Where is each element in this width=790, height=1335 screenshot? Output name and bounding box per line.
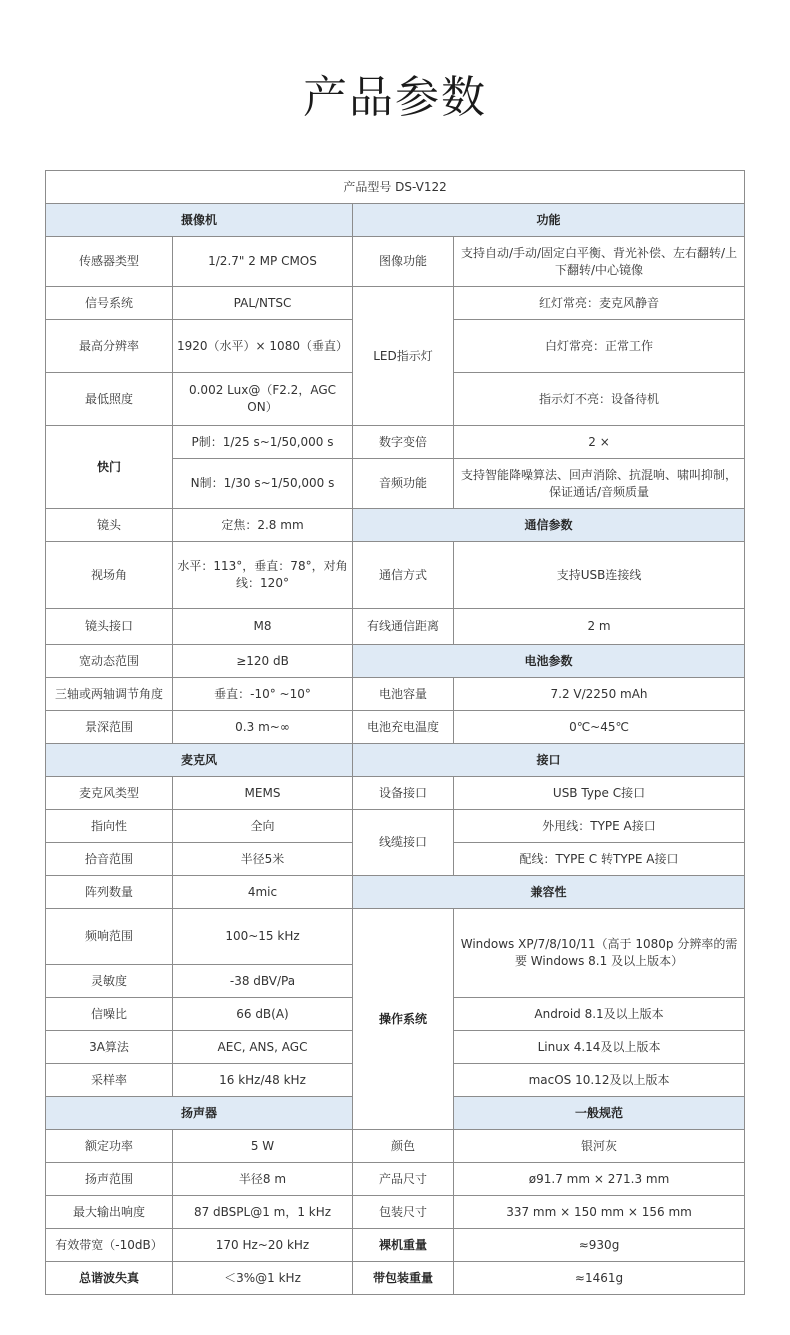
spec-value: ＜3%@1 kHz	[173, 1262, 353, 1295]
section-header-speaker: 扬声器	[46, 1097, 353, 1130]
spec-value: 0.002 Lux@（F2.2，AGC ON）	[173, 373, 353, 426]
spec-label: 有效带宽（-10dB）	[46, 1229, 173, 1262]
spec-label: 音频功能	[353, 459, 454, 509]
model-cell: 产品型号 DS-V122	[46, 171, 745, 204]
section-header-mic: 麦克风	[46, 744, 353, 777]
spec-value: ≥120 dB	[173, 645, 353, 678]
table-row	[46, 744, 745, 777]
spec-value: ≈930g	[454, 1229, 745, 1262]
spec-value: 337 mm × 150 mm × 156 mm	[454, 1196, 745, 1229]
table-row	[46, 204, 745, 237]
spec-value: MEMS	[173, 777, 353, 810]
spec-value: 半径5米	[173, 843, 353, 876]
spec-label: 景深范围	[46, 711, 173, 744]
section-header-general: 一般规范	[454, 1097, 745, 1130]
table-row	[46, 542, 745, 609]
spec-value: AEC, ANS, AGC	[173, 1031, 353, 1064]
spec-label: 拾音范围	[46, 843, 173, 876]
spec-label: 最高分辨率	[46, 320, 173, 373]
spec-value: 垂直：-10° ~10°	[173, 678, 353, 711]
table-row	[46, 237, 745, 287]
spec-label: 最低照度	[46, 373, 173, 426]
table-row	[46, 1196, 745, 1229]
spec-label: 颜色	[353, 1130, 454, 1163]
spec-value: 白灯常亮：正常工作	[454, 320, 745, 373]
spec-value: ≈1461g	[454, 1262, 745, 1295]
spec-label: 设备接口	[353, 777, 454, 810]
spec-value: 外甩线：TYPE A接口	[454, 810, 745, 843]
spec-value: 支持自动/手动/固定白平衡、背光补偿、左右翻转/上下翻转/中心镜像	[454, 237, 745, 287]
table-row	[46, 1262, 745, 1295]
spec-label: 扬声范围	[46, 1163, 173, 1196]
spec-value: 银河灰	[454, 1130, 745, 1163]
spec-label: 传感器类型	[46, 237, 173, 287]
spec-label: 电池充电温度	[353, 711, 454, 744]
spec-value: 1920（水平）× 1080（垂直）	[173, 320, 353, 373]
section-header-camera: 摄像机	[46, 204, 353, 237]
table-row	[46, 1130, 745, 1163]
spec-value: 0℃~45℃	[454, 711, 745, 744]
spec-value: M8	[173, 609, 353, 645]
spec-label: 频响范围	[46, 909, 173, 965]
table-row	[46, 287, 745, 320]
spec-value: PAL/NTSC	[173, 287, 353, 320]
spec-label: 镜头接口	[46, 609, 173, 645]
spec-label: 灵敏度	[46, 965, 173, 998]
spec-value: 66 dB(A)	[173, 998, 353, 1031]
table-row	[46, 645, 745, 678]
spec-value: 1/2.7" 2 MP CMOS	[173, 237, 353, 287]
spec-label: 电池容量	[353, 678, 454, 711]
spec-value: 定焦：2.8 mm	[173, 509, 353, 542]
spec-label: 3A算法	[46, 1031, 173, 1064]
section-header-compat: 兼容性	[353, 876, 745, 909]
spec-label: 麦克风类型	[46, 777, 173, 810]
spec-value: 2 m	[454, 609, 745, 645]
spec-label: 镜头	[46, 509, 173, 542]
spec-value: 0.3 m~∞	[173, 711, 353, 744]
table-row	[46, 909, 745, 965]
table-row	[46, 426, 745, 459]
spec-value: 全向	[173, 810, 353, 843]
spec-label: 产品尺寸	[353, 1163, 454, 1196]
spec-value: 100~15 kHz	[173, 909, 353, 965]
spec-label: 阵列数量	[46, 876, 173, 909]
spec-value: -38 dBV/Pa	[173, 965, 353, 998]
spec-value: 水平：113°，垂直：78°，对角线：120°	[173, 542, 353, 609]
spec-value: N制：1/30 s~1/50,000 s	[173, 459, 353, 509]
spec-value: 红灯常亮：麦克风静音	[454, 287, 745, 320]
spec-label: 额定功率	[46, 1130, 173, 1163]
spec-label: 包装尺寸	[353, 1196, 454, 1229]
table-row	[46, 609, 745, 645]
spec-value: USB Type C接口	[454, 777, 745, 810]
spec-label: 信号系统	[46, 287, 173, 320]
spec-label: 操作系统	[353, 909, 454, 1130]
spec-value: Windows XP/7/8/10/11（高于 1080p 分辨率的需要 Windows 8.1 及以上版本）	[454, 909, 745, 998]
spec-value: 87 dBSPL@1 m，1 kHz	[173, 1196, 353, 1229]
spec-table	[45, 170, 745, 1295]
table-row	[46, 509, 745, 542]
spec-value: 指示灯不亮：设备待机	[454, 373, 745, 426]
table-row	[46, 876, 745, 909]
table-row	[46, 777, 745, 810]
spec-value: Linux 4.14及以上版本	[454, 1031, 745, 1064]
spec-value: 4mic	[173, 876, 353, 909]
table-row	[46, 1229, 745, 1262]
section-header-battery: 电池参数	[353, 645, 745, 678]
spec-value: P制：1/25 s~1/50,000 s	[173, 426, 353, 459]
spec-value: ø91.7 mm × 271.3 mm	[454, 1163, 745, 1196]
spec-label: 数字变倍	[353, 426, 454, 459]
page-title: 产品参数	[303, 72, 487, 123]
spec-value: 支持USB连接线	[454, 542, 745, 609]
spec-value: 5 W	[173, 1130, 353, 1163]
spec-label: 视场角	[46, 542, 173, 609]
table-row	[46, 678, 745, 711]
spec-label: 带包装重量	[353, 1262, 454, 1295]
spec-label: 总谐波失真	[46, 1262, 173, 1295]
spec-label: 通信方式	[353, 542, 454, 609]
spec-value: macOS 10.12及以上版本	[454, 1064, 745, 1097]
spec-label: 线缆接口	[353, 810, 454, 876]
spec-value: 半径8 m	[173, 1163, 353, 1196]
spec-value: 支持智能降噪算法、回声消除、抗混响、啸叫抑制，保证通话/音频质量	[454, 459, 745, 509]
spec-label: 信噪比	[46, 998, 173, 1031]
spec-value: 配线：TYPE C 转TYPE A接口	[454, 843, 745, 876]
table-row	[46, 171, 745, 204]
spec-value: 2 ×	[454, 426, 745, 459]
section-header-interface: 接口	[353, 744, 745, 777]
table-row	[46, 711, 745, 744]
spec-label: 最大输出响度	[46, 1196, 173, 1229]
spec-value: Android 8.1及以上版本	[454, 998, 745, 1031]
spec-label: LED指示灯	[353, 287, 454, 426]
spec-label: 宽动态范围	[46, 645, 173, 678]
spec-value: 16 kHz/48 kHz	[173, 1064, 353, 1097]
table-row	[46, 1163, 745, 1196]
section-header-function: 功能	[353, 204, 745, 237]
spec-label: 指向性	[46, 810, 173, 843]
spec-label: 采样率	[46, 1064, 173, 1097]
spec-label: 裸机重量	[353, 1229, 454, 1262]
spec-value: 7.2 V/2250 mAh	[454, 678, 745, 711]
spec-label: 快门	[46, 426, 173, 509]
spec-label: 图像功能	[353, 237, 454, 287]
spec-value: 170 Hz~20 kHz	[173, 1229, 353, 1262]
table-row	[46, 810, 745, 843]
spec-label: 有线通信距离	[353, 609, 454, 645]
spec-label: 三轴或两轴调节角度	[46, 678, 173, 711]
section-header-comm: 通信参数	[353, 509, 745, 542]
